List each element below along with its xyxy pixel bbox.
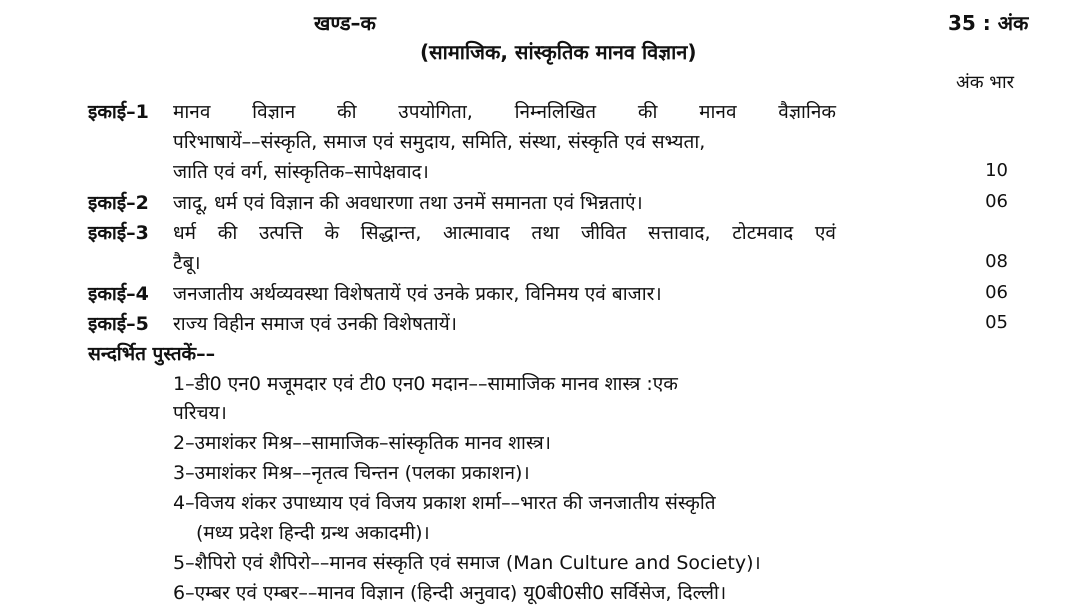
unit-1-marks: 10: [985, 160, 1008, 181]
unit-1-line-2: परिभाषायें––संस्कृति, समाज एवं समुदाय, समिति, संस्था, संस्कृति एवं सभ्यता,: [173, 131, 706, 153]
reference-4-line-2: (मध्य प्रदेश हिन्दी ग्रन्थ अकादमी)।: [196, 522, 430, 544]
unit-5-marks: 05: [985, 312, 1008, 333]
reference-1-line-1: 1–डी0 एन0 मजूमदार एवं टी0 एन0 मदान––सामाजिक मानव शास्त्र :एक: [173, 373, 678, 395]
unit-2-line-1: जादू, धर्म एवं विज्ञान की अवधारणा तथा उनमें समानता एवं भिन्नताएं।: [173, 192, 643, 214]
reference-3: 3–उमाशंकर मिश्र––नृतत्व चिन्तन (पलका प्रकाशन)।: [173, 462, 530, 484]
reference-1-line-2: परिचय।: [173, 402, 227, 424]
unit-4-line-1: जनजातीय अर्थव्यवस्था विशेषतायें एवं उनके प्रकार, विनिमय एवं बाजार।: [173, 283, 662, 305]
reference-4-line-1: 4–विजय शंकर उपाध्याय एवं विजय प्रकाश शर्मा––भारत की जनजातीय संस्कृति: [173, 492, 716, 514]
unit-1-line-3: जाति एवं वर्ग, सांस्कृतिक–सापेक्षवाद।: [173, 161, 429, 183]
unit-3-line-1: धर्म की उत्पत्ति के सिद्धान्त, आत्मावाद तथा जीवित सत्तावाद, टोटमवाद एवं: [173, 222, 836, 244]
unit-3-marks: 08: [985, 251, 1008, 272]
unit-5-line-1: राज्य विहीन समाज एवं उनकी विशेषतायें।: [173, 313, 457, 335]
unit-1-line-1: मानव विज्ञान की उपयोगिता, निम्नलिखित की मानव वैज्ञानिक: [173, 101, 836, 123]
marks-column-label: अंक भार: [956, 72, 1014, 93]
section-title: खण्ड–क: [314, 11, 376, 35]
unit-2-label: इकाई–2: [88, 192, 149, 214]
unit-3-label: इकाई–3: [88, 222, 149, 244]
unit-4-marks: 06: [985, 282, 1008, 303]
unit-4-label: इकाई–4: [88, 283, 149, 305]
reference-5: 5–शैपिरो एवं शैपिरो––मानव संस्कृति एवं समाज (Man Culture and Society)।: [173, 552, 761, 574]
reference-2: 2–उमाशंकर मिश्र––सामाजिक–सांस्कृतिक मानव शास्त्र।: [173, 432, 551, 454]
unit-3-line-2: टैबू।: [173, 252, 201, 274]
section-subtitle: (सामाजिक, सांस्कृतिक मानव विज्ञान): [420, 40, 697, 64]
unit-1-label: इकाई–1: [88, 101, 149, 123]
unit-5-label: इकाई–5: [88, 313, 149, 335]
references-heading: सन्दर्भित पुस्तकें––: [88, 343, 216, 365]
reference-6: 6–एम्बर एवं एम्बर––मानव विज्ञान (हिन्दी अनुवाद) यू0बी0सी0 सर्विसेज, दिल्ली।: [173, 582, 727, 604]
total-marks: 35 : अंक: [948, 11, 1029, 35]
unit-2-marks: 06: [985, 191, 1008, 212]
